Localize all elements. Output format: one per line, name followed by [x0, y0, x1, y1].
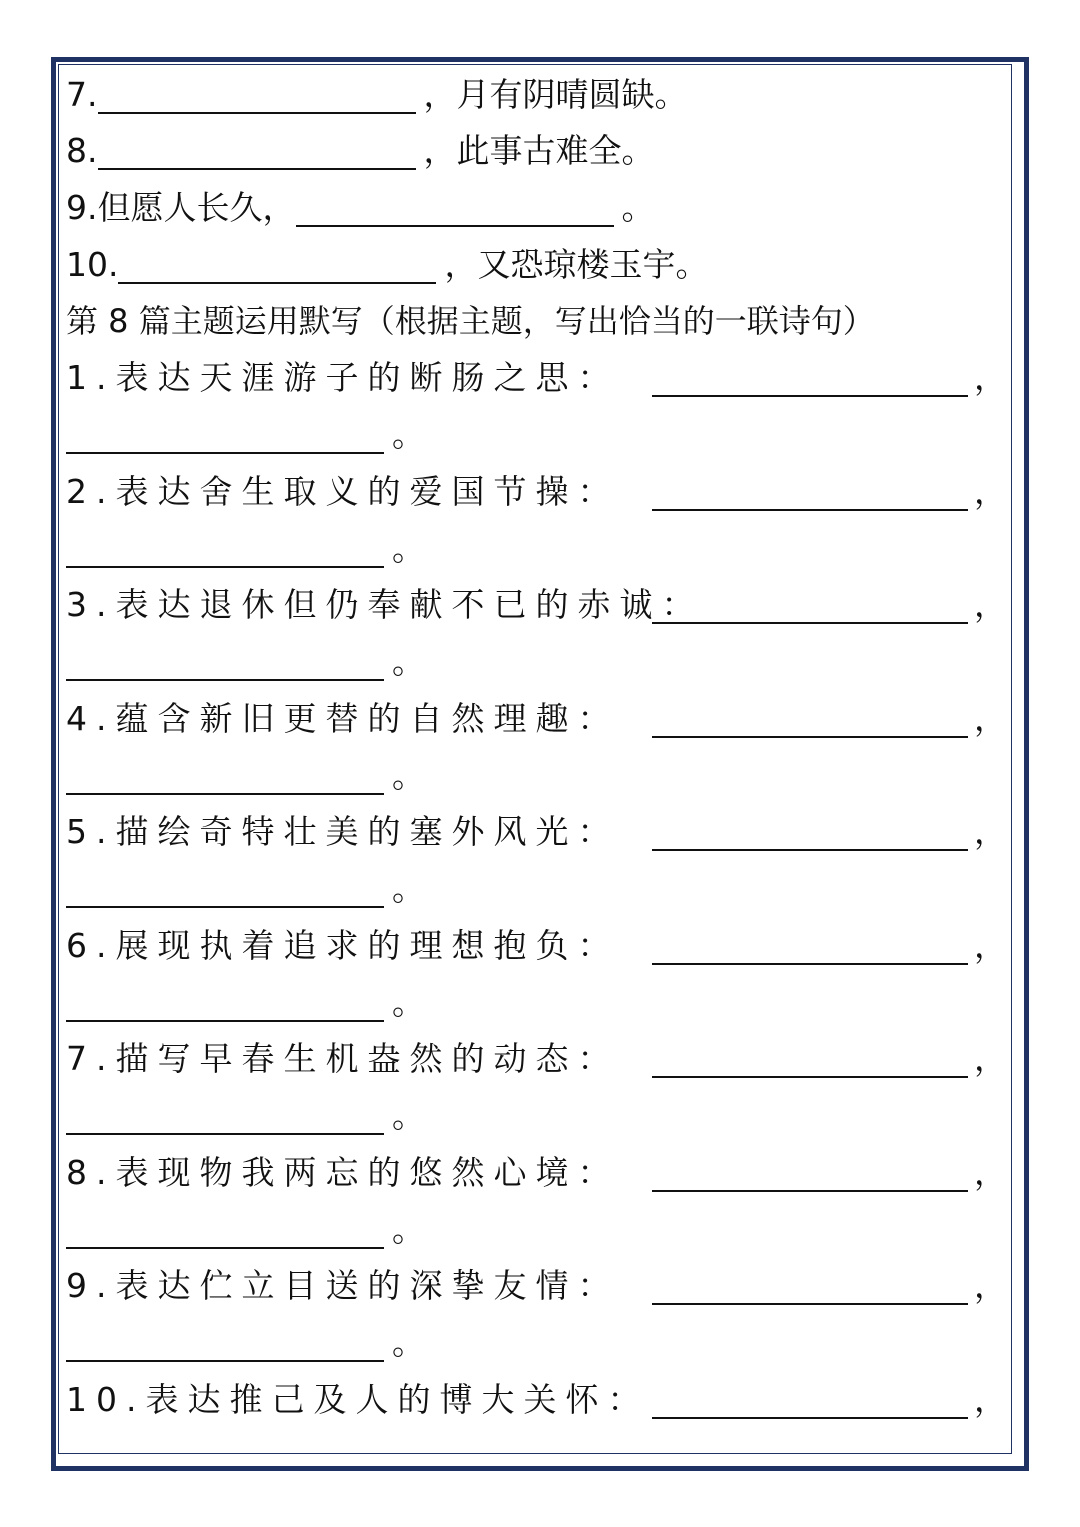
answer-blank-first-half[interactable] — [652, 1038, 968, 1078]
comma-mark: ， — [974, 1039, 1007, 1078]
answer-blank-second-half[interactable] — [66, 1209, 384, 1249]
period-mark: 。 — [392, 869, 425, 908]
second-half-line — [66, 753, 425, 799]
answer-blank-second-half[interactable] — [66, 1322, 384, 1362]
second-half-line — [66, 526, 425, 572]
answer-blank-second-half[interactable] — [66, 982, 384, 1022]
theme-question-10: 10.表达推己及人的博大关怀： — [66, 1379, 650, 1419]
answer-blank[interactable] — [98, 74, 416, 114]
theme-question-7: 7.描写早春生机盎然的动态： — [66, 1039, 620, 1078]
comma-mark: ， — [974, 358, 1007, 397]
comma-mark: ， — [974, 471, 1007, 511]
answer-blank-first-half[interactable] — [652, 1379, 968, 1419]
second-half-line — [66, 639, 425, 685]
answer-blank[interactable] — [118, 244, 436, 284]
theme-question-4: 4.蕴含新旧更替的自然理趣： — [66, 698, 620, 738]
period-mark: 。 — [392, 1323, 425, 1362]
theme-question-3: 3.表达退休但仍奉献不已的赤诚： — [66, 585, 704, 624]
period-mark: 。 — [392, 642, 425, 681]
comma-mark: ， — [974, 1379, 1007, 1419]
theme-question-2: 2.表达舍生取义的爱国节操： — [66, 471, 620, 511]
theme-question-8: 8.表现物我两忘的悠然心境： — [66, 1152, 620, 1192]
theme-question-5: 5.描绘奇特壮美的塞外风光： — [66, 812, 620, 851]
second-half-line — [66, 1207, 425, 1253]
answer-blank-first-half[interactable] — [652, 925, 968, 965]
answer-blank-second-half[interactable] — [66, 1095, 384, 1135]
answer-blank[interactable] — [296, 187, 614, 227]
answer-blank-first-half[interactable] — [652, 1265, 968, 1305]
answer-blank[interactable] — [98, 130, 416, 170]
answer-blank-second-half[interactable] — [66, 755, 384, 795]
fill-in-7: 7. ，月有阴晴圆缺。 — [66, 75, 688, 114]
period-mark: 。 — [392, 415, 425, 454]
period-mark: 。 — [392, 755, 425, 795]
comma-mark: ， — [974, 585, 1007, 624]
theme-question-6: 6.展现执着追求的理想抱负： — [66, 925, 620, 965]
comma-mark: ， — [974, 1266, 1007, 1305]
second-half-line — [66, 980, 425, 1026]
answer-blank-second-half[interactable] — [66, 528, 384, 568]
answer-blank-first-half[interactable] — [652, 584, 968, 624]
theme-question-1: 1.表达天涯游子的断肠之思： — [66, 358, 620, 397]
answer-blank-first-half[interactable] — [652, 698, 968, 738]
period-mark: 。 — [392, 1096, 425, 1135]
fill-in-10: 10. ，又恐琼楼玉宇。 — [66, 245, 709, 284]
second-half-line — [66, 1093, 425, 1139]
answer-blank-first-half[interactable] — [652, 811, 968, 851]
second-half-line — [66, 866, 425, 912]
comma-mark: ， — [974, 698, 1007, 738]
comma-mark: ， — [974, 925, 1007, 965]
answer-blank-first-half[interactable] — [652, 471, 968, 511]
period-mark: 。 — [392, 528, 425, 568]
fill-in-9: 9.但愿人长久， 。 — [66, 188, 655, 227]
fill-in-8: 8. ，此事古难全。 — [66, 131, 655, 170]
second-half-line — [66, 1320, 425, 1366]
answer-blank-second-half[interactable] — [66, 868, 384, 908]
second-half-line — [66, 412, 425, 458]
comma-mark: ， — [974, 812, 1007, 851]
period-mark: 。 — [392, 1209, 425, 1249]
theme-question-9: 9.表达伫立目送的深挚友情： — [66, 1266, 620, 1305]
answer-blank-second-half[interactable] — [66, 641, 384, 681]
section-title: 第 8 篇主题运用默写（根据主题，写出恰当的一联诗句） — [66, 302, 875, 340]
period-mark: 。 — [392, 982, 425, 1022]
answer-blank-second-half[interactable] — [66, 414, 384, 454]
answer-blank-first-half[interactable] — [652, 357, 968, 397]
answer-blank-first-half[interactable] — [652, 1152, 968, 1192]
comma-mark: ， — [974, 1152, 1007, 1192]
